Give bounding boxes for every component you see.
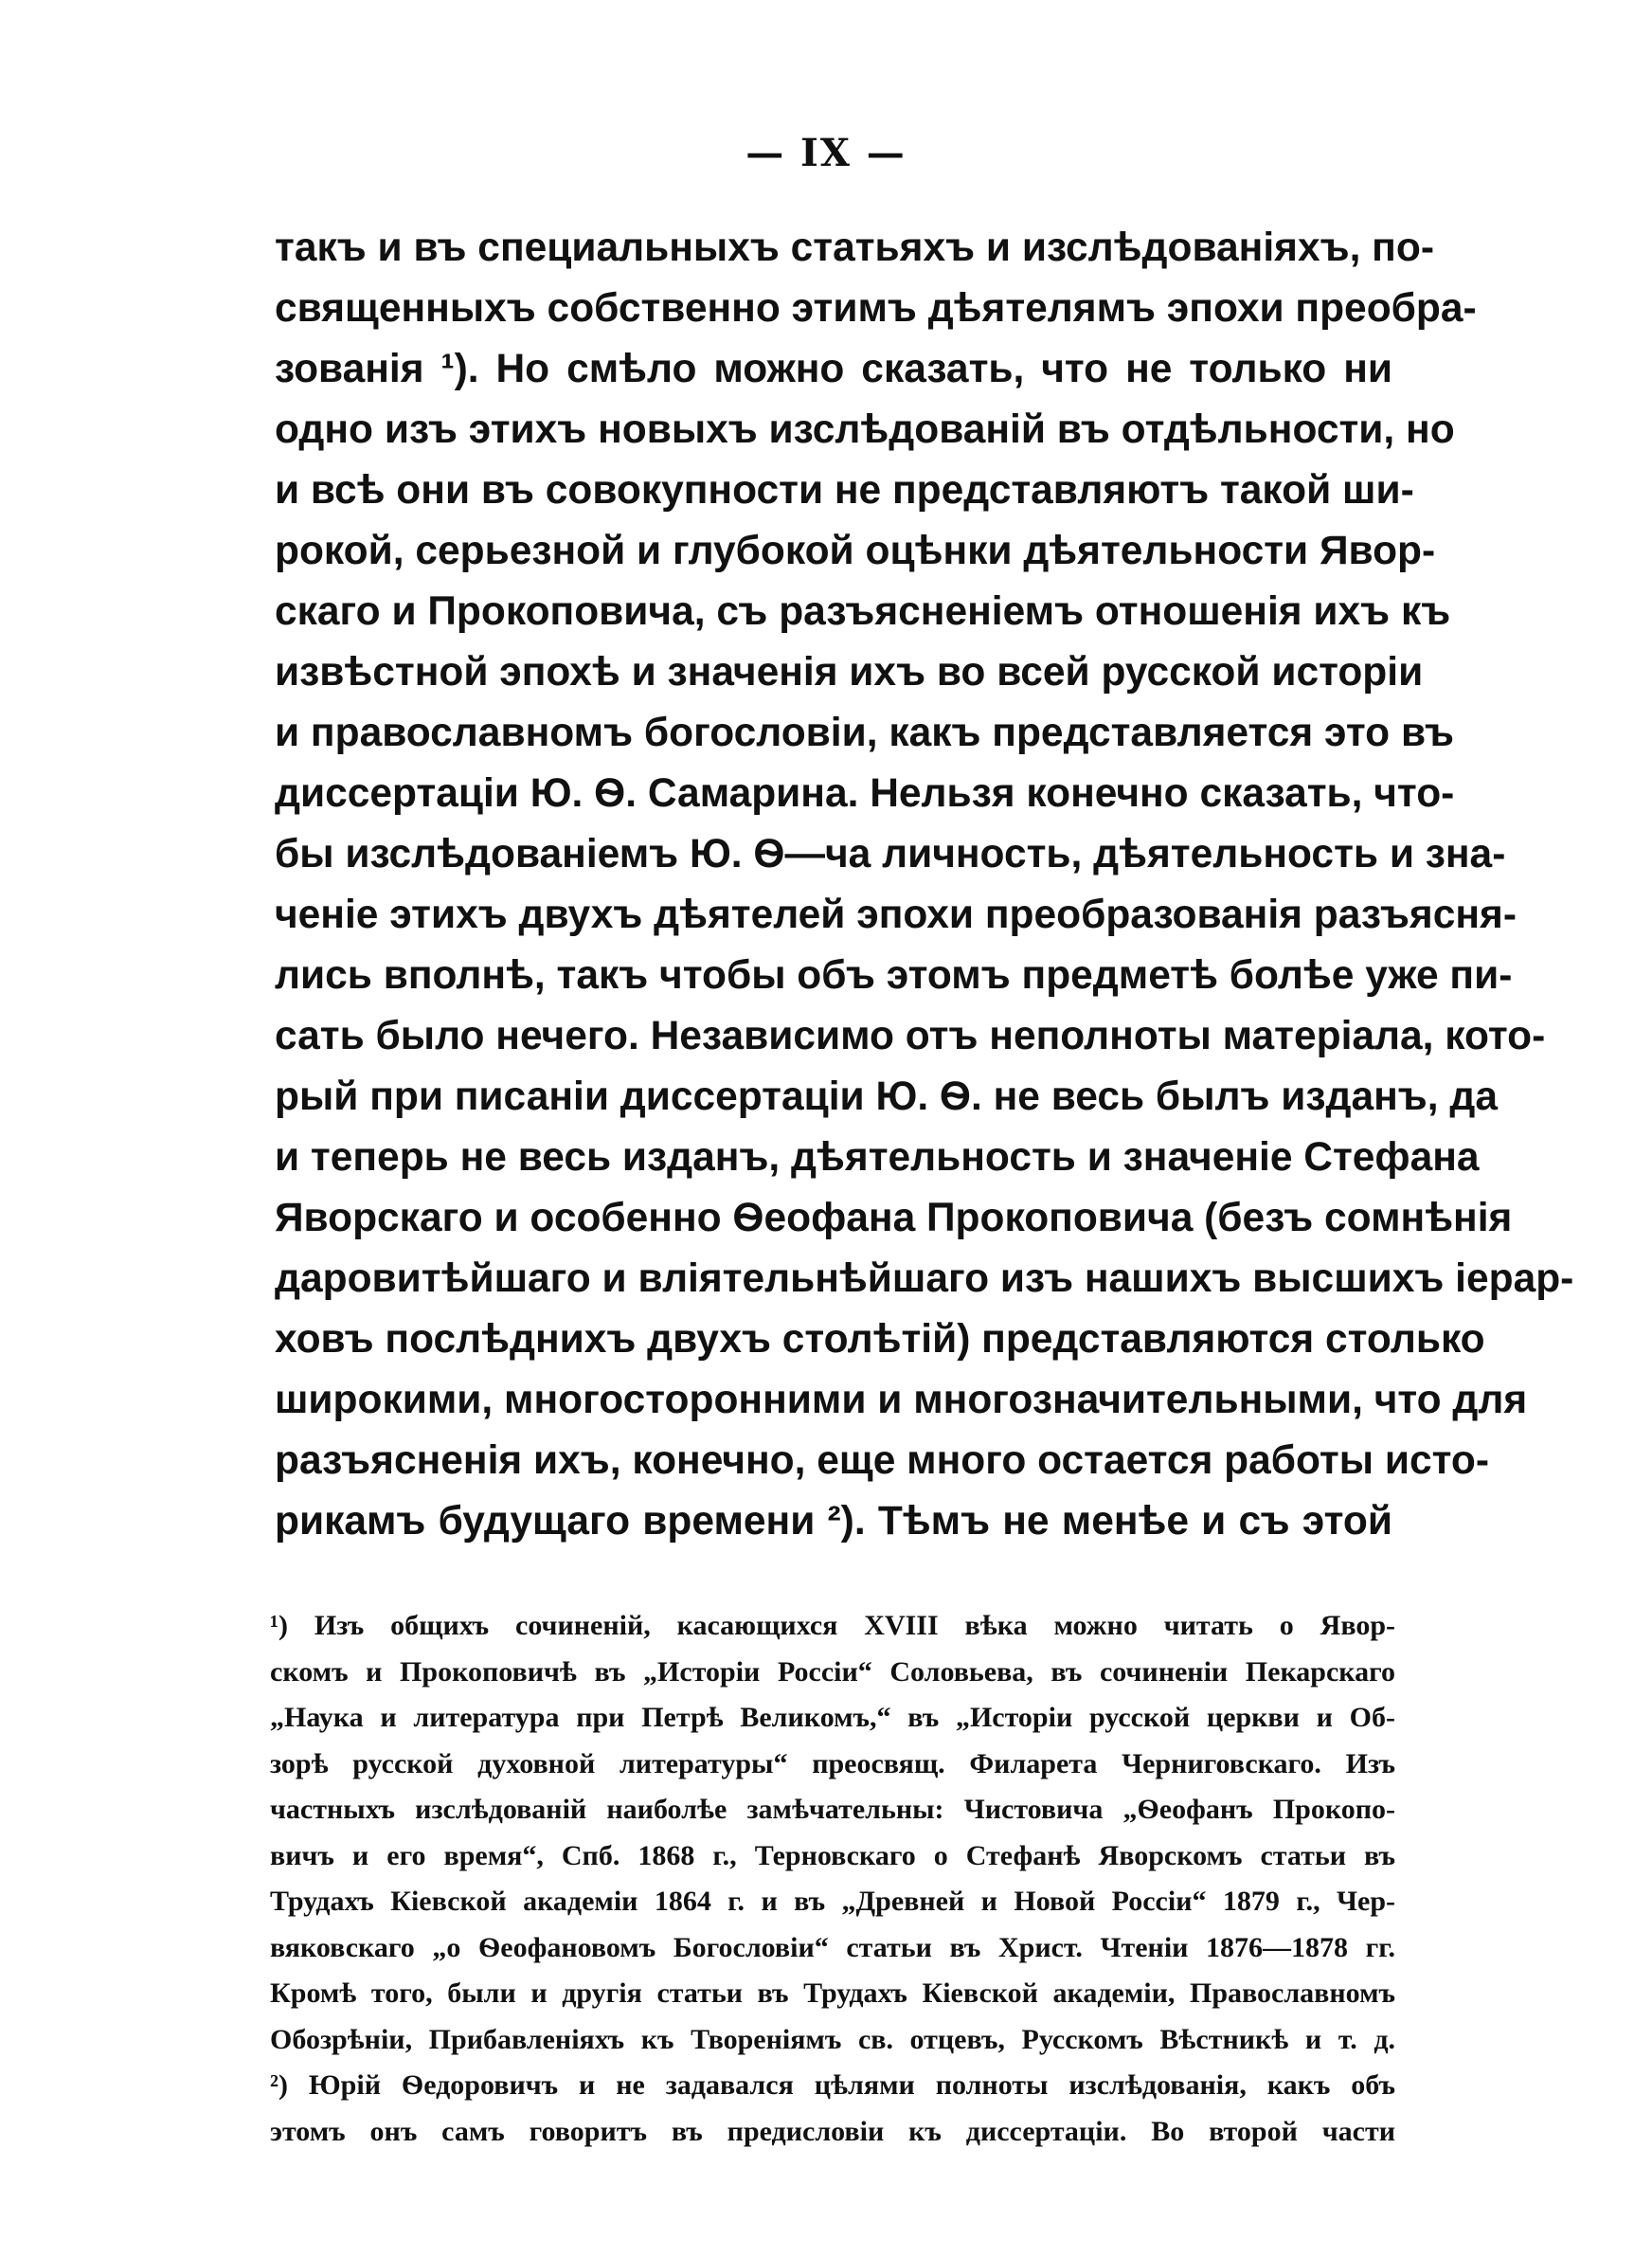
text-line: широкими, многосторонними и многозначительными, что для xyxy=(275,1378,1528,1422)
page-number: — IX — xyxy=(745,131,907,175)
footnote-line: этомъ онъ самъ говоритъ въ предисловiи къ диссертацiи. Во второй части xyxy=(270,2115,1395,2147)
text-line: скаго и Прокоповича, съ разъясненiемъ отношенiя ихъ къ xyxy=(275,589,1451,634)
text-line: рикамъ будущаго времени ²). Тѣмъ не менѣе и съ этой xyxy=(275,1499,1392,1544)
footnote-line: Обозрѣнiи, Прибавленiяхъ къ Творенiямъ св. отцевъ, Русскомъ Вѣстникѣ и т. д. xyxy=(270,2023,1395,2055)
footnote-line: Трудахъ Кiевской академiи 1864 г. и въ „Древней и Новой Россiи“ 1879 г., Чер- xyxy=(270,1886,1395,1917)
text-line: сать было нечего. Независимо отъ неполноты матерiала, кото- xyxy=(275,1014,1546,1058)
text-line: одно изъ этихъ новыхъ изслѣдованiй въ отдѣльности, но xyxy=(275,407,1455,452)
footnote-line: вяковскаго „о Ѳеофановомъ Богословiи“ статьи въ Христ. Чтенiи 1876—1878 гг. xyxy=(270,1931,1395,1963)
text-line: и православномъ богословiи, какъ представляется это въ xyxy=(275,711,1454,755)
text-line: бы изслѣдованiемъ Ю. Ѳ—ча личность, дѣятельность и зна- xyxy=(275,832,1506,876)
footnote-line: вичъ и его время“, Спб. 1868 г., Терновскаго о Стефанѣ Яворскомъ статьи въ xyxy=(270,1839,1395,1871)
footnote-line: „Наука и литература при Петрѣ Великомъ,“ въ „Исторiи русской церкви и Об- xyxy=(270,1702,1395,1733)
footnote-line: частныхъ изслѣдованiй наиболѣе замѣчательны: Чистовича „Ѳеофанъ Прокопо- xyxy=(270,1794,1395,1825)
text-line: разъясненiя ихъ, конечно, еще много остается работы исто- xyxy=(275,1438,1489,1483)
footnote-line: зорѣ русской духовной литературы“ преосвящ. Филарета Черниговскаго. Изъ xyxy=(270,1747,1395,1779)
text-line: извѣстной эпохѣ и значенiя ихъ во всей русской исторiи xyxy=(275,650,1424,695)
text-line: даровитѣйшаго и влiятельнѣйшаго изъ нашихъ высшихъ iерар- xyxy=(275,1256,1574,1301)
text-line: ховъ послѣднихъ двухъ столѣтiй) представляются столько xyxy=(275,1317,1485,1362)
text-line: ченiе этихъ двухъ дѣятелей эпохи преобразованiя разъясня- xyxy=(275,893,1517,937)
text-line: Яворскаго и особенно Ѳеофана Прокоповича (безъ сомнѣнiя xyxy=(275,1196,1513,1240)
text-line: зованiя ¹). Но смѣло можно сказать, что не только ни xyxy=(275,347,1392,391)
text-line: лись вполнѣ, такъ чтобы объ этомъ предметѣ болѣе уже пи- xyxy=(275,953,1513,998)
text-line: рокой, серьезной и глубокой оцѣнки дѣятельности Явор- xyxy=(275,529,1436,573)
footnote-line: ²) Юрiй Ѳедоровичъ и не задавался цѣлями полноты изслѣдованiя, какъ объ xyxy=(270,2069,1395,2101)
main-text-block xyxy=(275,218,1574,1552)
text-line: рый при писанiи диссертацiи Ю. Ѳ. не весь былъ изданъ, да xyxy=(275,1074,1499,1119)
text-line: священныхъ собственно этимъ дѣятелямъ эпохи преобра- xyxy=(275,286,1477,331)
text-line: и всѣ они въ совокупности не представляютъ такой ши- xyxy=(275,468,1414,513)
footnote-line: Кромѣ того, были и другiя статьи въ Трудахъ Кiевской академiи, Православномъ xyxy=(270,1977,1395,2009)
text-line: такъ и въ специальныхъ статьяхъ и изслѣдованiяхъ, по- xyxy=(275,226,1434,270)
text-line: диссертацiи Ю. Ѳ. Самарина. Нельзя конечно сказать, что- xyxy=(275,771,1455,816)
footnotes-block xyxy=(270,1603,1395,2155)
text-line: и теперь не весь изданъ, дѣятельность и значенiе Стефана xyxy=(275,1135,1480,1180)
footnote-line: ¹) Изъ общихъ сочиненiй, касающихся XVIII вѣка можно читать о Явор- xyxy=(270,1610,1395,1641)
footnote-line: скомъ и Прокоповичѣ въ „Исторiи Россiи“ Соловьева, въ сочиненiи Пекарскаго xyxy=(270,1655,1395,1688)
